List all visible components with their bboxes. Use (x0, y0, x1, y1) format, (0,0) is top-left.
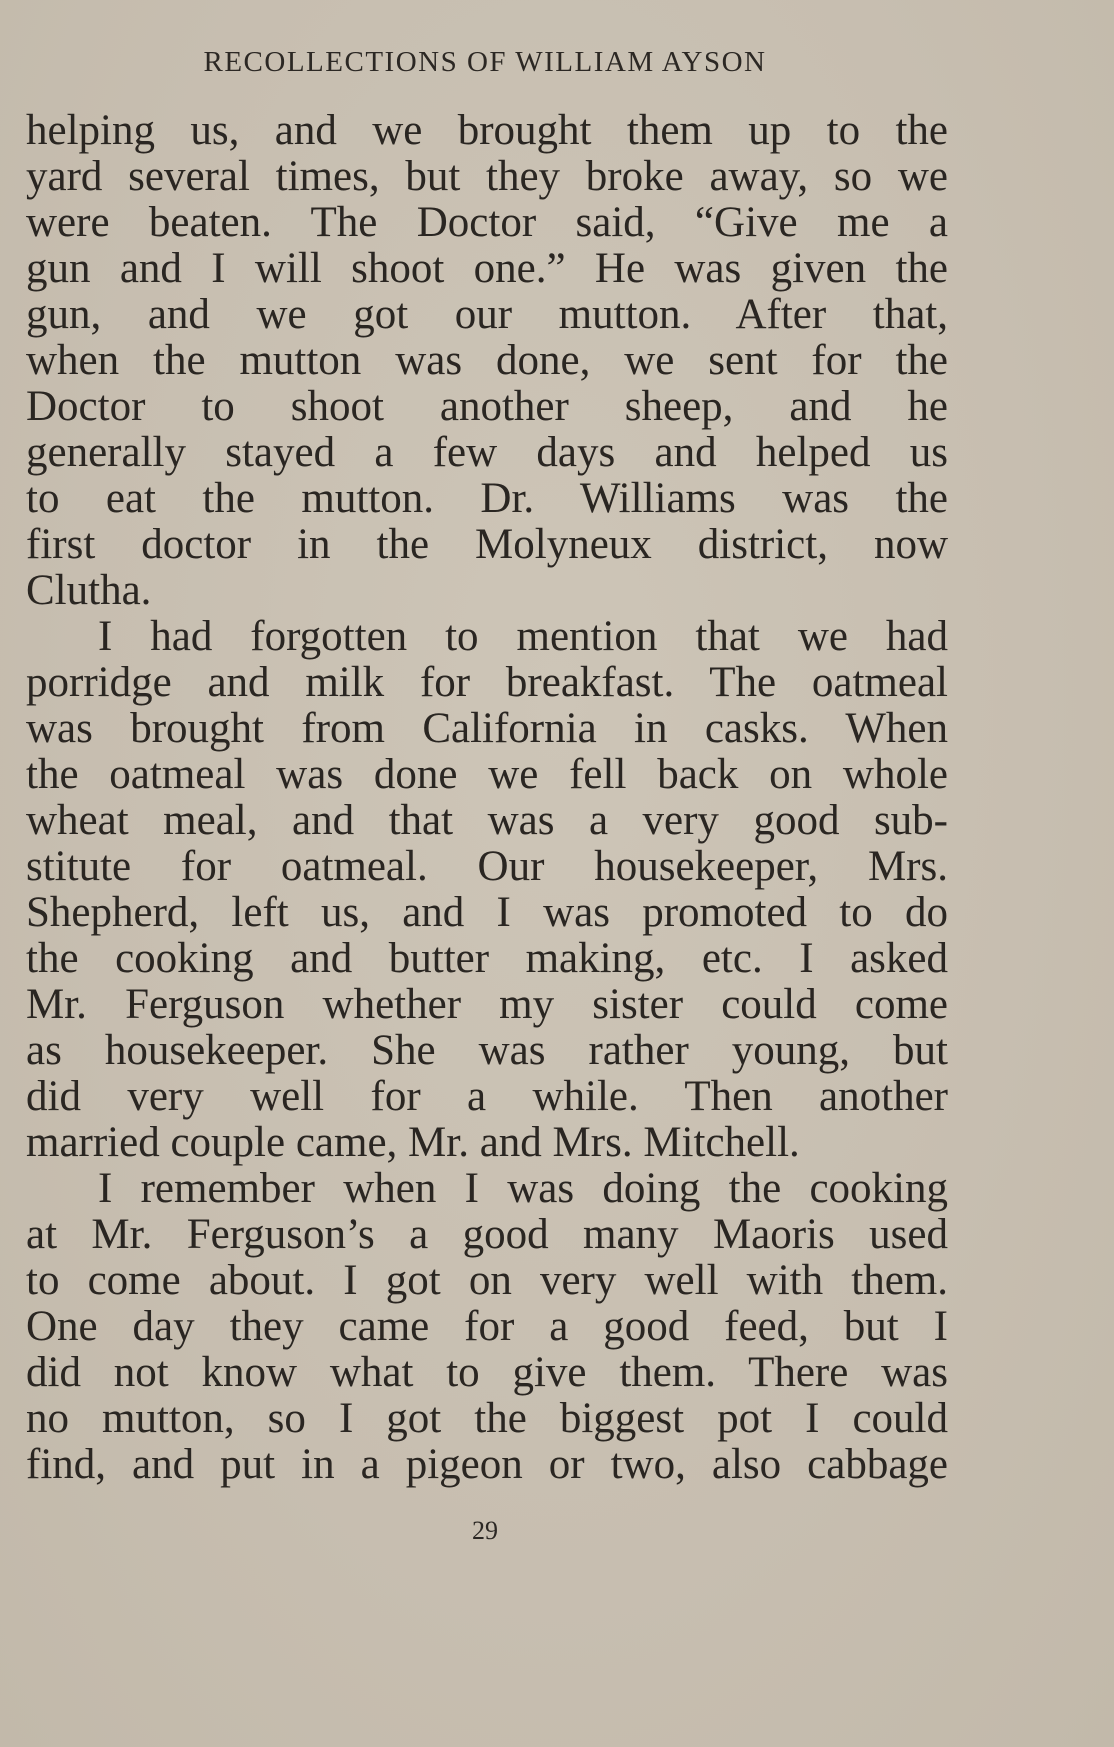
text-line: Doctor to shoot another sheep, and he (26, 383, 948, 430)
text-line: One day they came for a good feed, but I (26, 1303, 948, 1350)
body-text (26, 108, 948, 1488)
text-line: to come about. I got on very well with them. (26, 1257, 948, 1304)
text-line: Clutha. (26, 567, 152, 614)
running-head: RECOLLECTIONS OF WILLIAM AYSON (203, 46, 767, 78)
text-line: Mr. Ferguson whether my sister could come (26, 981, 948, 1028)
text-line: when the mutton was done, we sent for the (26, 337, 948, 384)
text-line: was brought from California in casks. When (26, 705, 948, 752)
text-line: at Mr. Ferguson’s a good many Maoris used (26, 1211, 948, 1258)
text-line: the cooking and butter making, etc. I asked (26, 935, 948, 982)
text-line: helping us, and we brought them up to the (26, 107, 948, 154)
text-line: porridge and milk for breakfast. The oatmeal (26, 659, 948, 706)
text-line: the oatmeal was done we fell back on whole (26, 751, 948, 798)
text-line: were beaten. The Doctor said, “Give me a (26, 199, 948, 246)
text-line: Shepherd, left us, and I was promoted to do (26, 889, 948, 936)
text-line: stitute for oatmeal. Our housekeeper, Mrs. (26, 843, 948, 890)
text-line: gun and I will shoot one.” He was given the (26, 245, 948, 292)
text-line: first doctor in the Molyneux district, now (26, 521, 948, 568)
text-line: to eat the mutton. Dr. Williams was the (26, 475, 948, 522)
text-line: married couple came, Mr. and Mrs. Mitchell. (26, 1119, 800, 1166)
page-number: 29 (472, 1516, 498, 1545)
text-line: I had forgotten to mention that we had (98, 613, 948, 660)
text-line: find, and put in a pigeon or two, also cabbage (26, 1441, 948, 1488)
text-line: no mutton, so I got the biggest pot I could (26, 1395, 948, 1442)
text-line: I remember when I was doing the cooking (98, 1165, 948, 1212)
text-line: did very well for a while. Then another (26, 1073, 948, 1120)
text-line: generally stayed a few days and helped us (26, 429, 948, 476)
text-line: did not know what to give them. There was (26, 1349, 948, 1396)
text-line: wheat meal, and that was a very good sub- (26, 797, 948, 844)
text-line: gun, and we got our mutton. After that, (26, 291, 948, 338)
text-line: as housekeeper. She was rather young, but (26, 1027, 948, 1074)
text-line: yard several times, but they broke away, so we (26, 153, 948, 200)
